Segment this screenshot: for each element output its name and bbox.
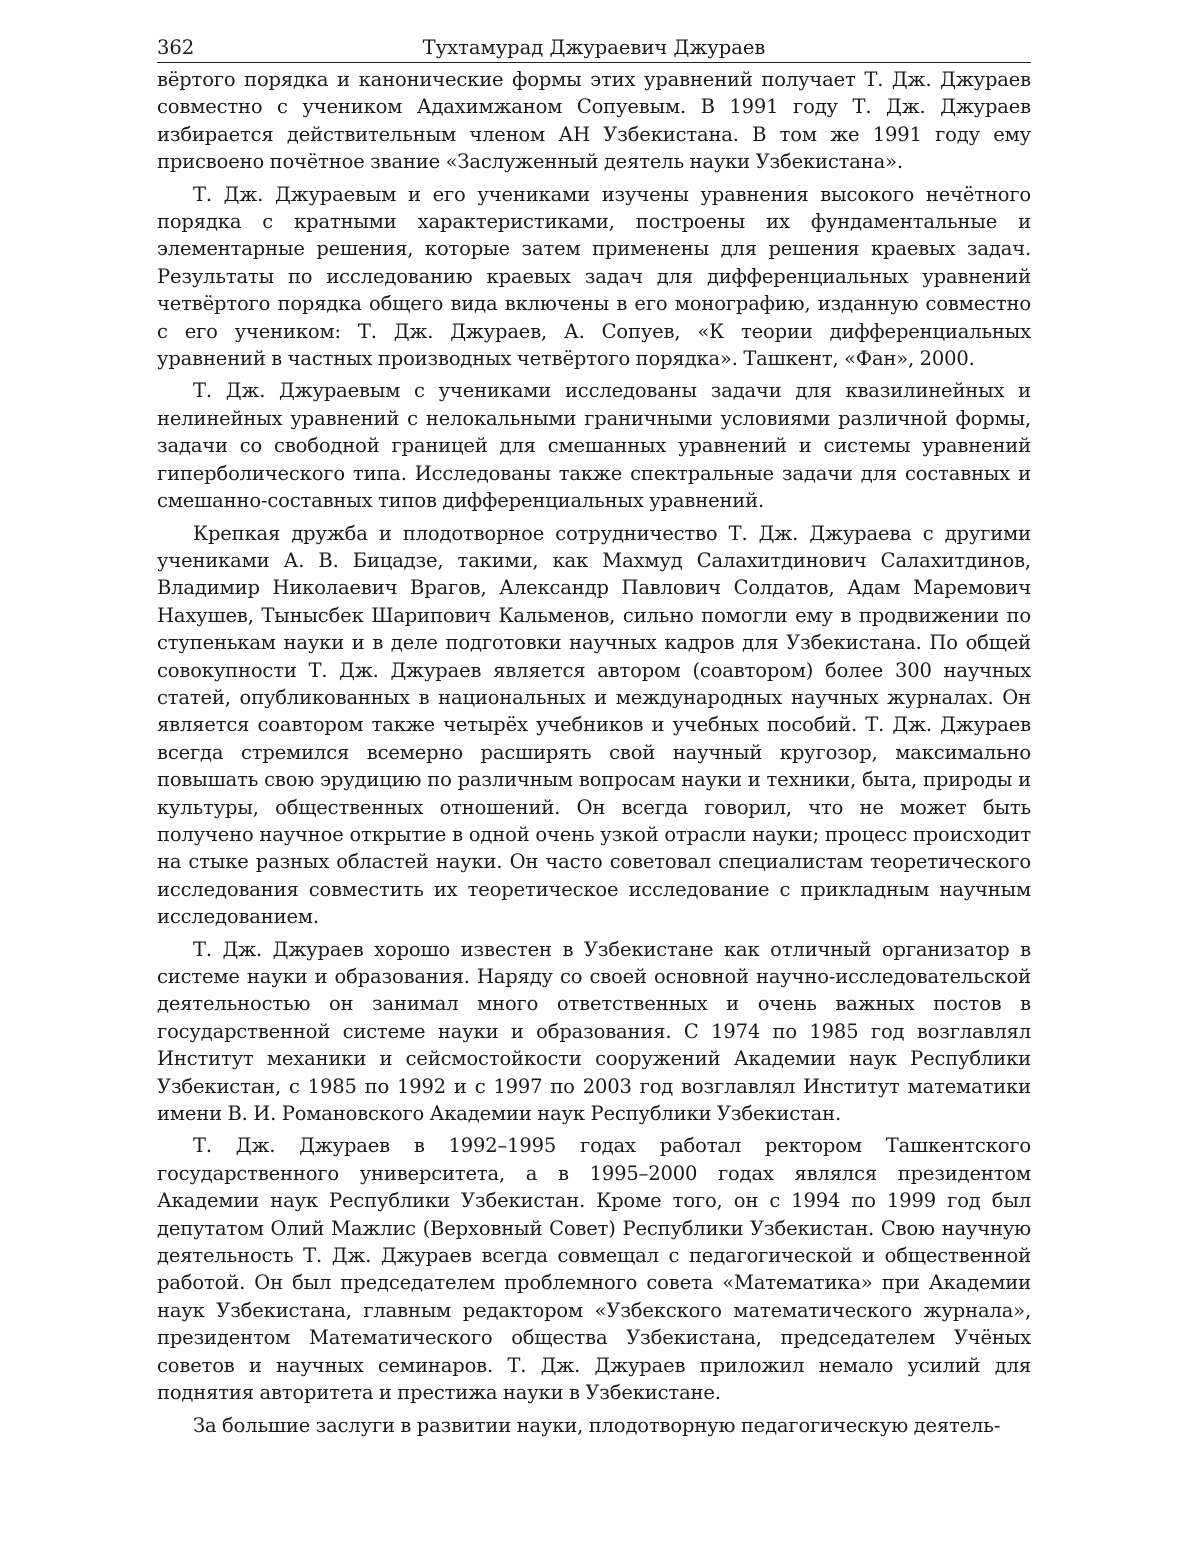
running-title: Тухтамурад Джураевич Джураев (157, 36, 1031, 59)
paragraph-continuation: вёртого порядка и канонические формы этих уравнений получает Т. Дж. Джураев совместно с учеником Адахимжаном Сопуевым. В 1991 году Т. Дж. Джураев избирается действительным членом АН Узбекистана. В том же 1991 году ему присвоено почётное звание «Заслуженный деятель науки Узбекистана». (157, 66, 1031, 176)
paragraph-collaboration: Крепкая дружба и плодотворное сотрудничество Т. Дж. Джураева с другими учениками А. В. Бицадзе, такими, как Махмуд Салахитдинович Салахитдинов, Владимир Николаевич Врагов, Александр Павлович Солдатов, Адам Маремович Нахушев, Тынысбек Шарипович Кальменов, сильно помогли ему в продвижении по ступенькам науки и в деле подготовки научных кадров для Узбекистана. По общей совокупности Т. Дж. Джураев является автором (соавтором) более 300 научных статей, опубликованных в национальных и международных научных журналах. Он является соавтором также четырёх учебников и учебных пособий. Т. Дж. Джураев всегда стремился всемерно расширять свой научный кругозор, максимально повышать свою эрудицию по различным вопросам науки и техники, быта, природы и культуры, общественных отношений. Он всегда говорил, что не может быть получено научное открытие в одной очень узкой отрасли науки; процесс происходит на стыке разных областей науки. Он часто советовал специалистам теоретического исследования совместить их теоретическое исследование с прикладным научным исследованием. (157, 520, 1031, 931)
body-text (157, 66, 1031, 1439)
page-number: 362 (157, 36, 194, 59)
paragraph-rector-president: Т. Дж. Джураев в 1992–1995 годах работал ректором Ташкентского государственного университета, а в 1995–2000 годах являлся президентом Академии наук Республики Узбекистан. Кроме того, он с 1994 по 1999 год был депутатом Олий Мажлис (Верховный Совет) Республики Узбекистан. Свою научную деятельность Т. Дж. Джураев всегда совмещал с педагогической и общественной работой. Он был председателем проблемного совета «Математика» при Академии наук Узбекистана, главным редактором «Узбекского математического журнала», президентом Математического общества Узбекистана, председателем Учёных советов и научных семинаров. Т. Дж. Джураев приложил немало усилий для поднятия авторитета и престижа науки в Узбекистане. (157, 1132, 1031, 1406)
paragraph-quasilinear-problems: Т. Дж. Джураевым с учениками исследованы задачи для квазилинейных и нелинейных уравнений с нелокальными граничными условиями различной формы, задачи со свободной границей для смешанных уравнений и системы уравнений гиперболического типа. Исследованы также спектральные задачи для составных и смешанно-составных типов дифференциальных уравнений. (157, 377, 1031, 514)
paragraph-organizer: Т. Дж. Джураев хорошо известен в Узбекистане как отличный организатор в системе науки и образования. Наряду со своей основной научно-исследовательской деятельностью он занимал много ответственных и очень важных постов в государственной системе науки и образования. С 1974 по 1985 год возглавлял Институт механики и сейсмостойкости сооружений Академии наук Республики Узбекистан, с 1985 по 1992 и с 1997 по 2003 год возглавлял Институт математики имени В. И. Романовского Академии наук Республики Узбекистан. (157, 936, 1031, 1128)
paragraph-high-order-equations: Т. Дж. Джураевым и его учениками изучены уравнения высокого нечётного порядка с кратными характеристиками, построены их фундаментальные и элементарные решения, которые затем применены для решения краевых задач. Результаты по исследованию краевых задач для дифференциальных уравнений четвёртого порядка общего вида включены в его монографию, изданную совместно с его учеником: Т. Дж. Джураев, А. Сопуев, «К теории дифференциальных уравнений в частных производных четвёртого порядка». Ташкент, «Фан», 2000. (157, 181, 1031, 373)
running-head (157, 30, 1031, 63)
page (157, 30, 1031, 1439)
paragraph-merits: За большие заслуги в развитии науки, плодотворную педагогическую деятель- (157, 1412, 1031, 1439)
